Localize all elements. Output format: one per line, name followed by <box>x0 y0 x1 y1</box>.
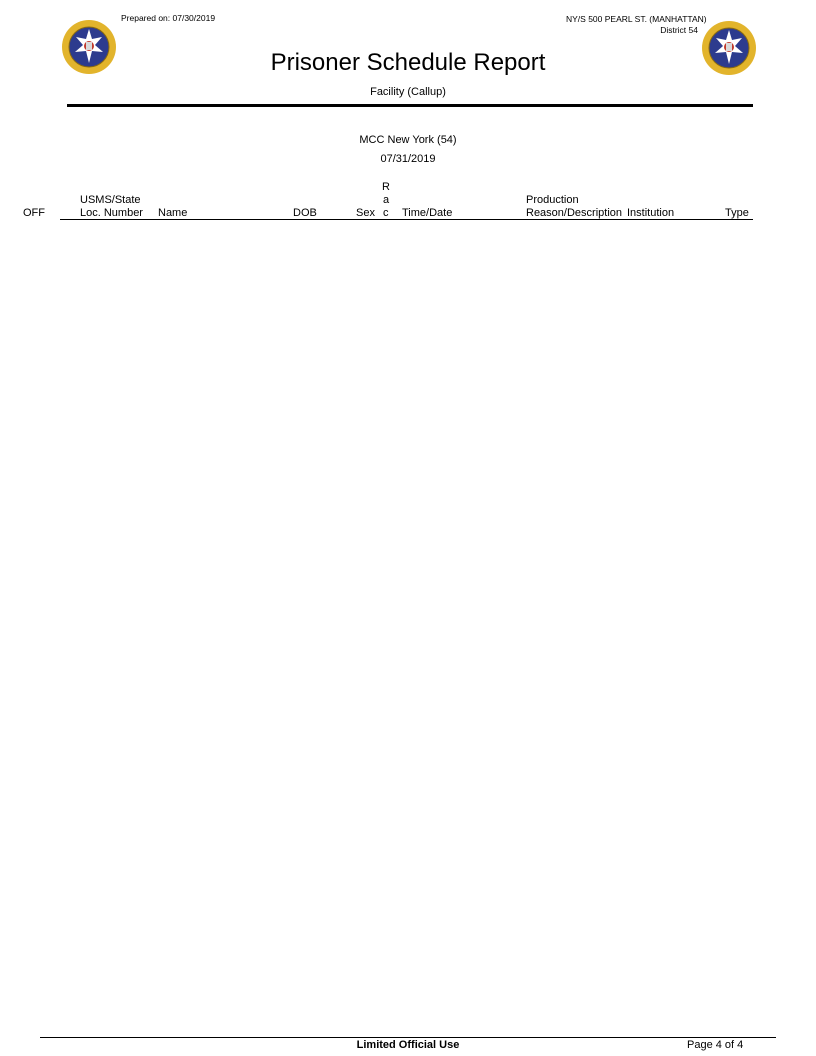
column-header-production-line1: Production <box>526 194 579 206</box>
column-header-time-date: Time/Date <box>402 207 453 219</box>
column-header-production-line2: Reason/Description <box>526 207 622 219</box>
district-label: District 54 <box>660 25 698 35</box>
prepared-on-text: Prepared on: 07/30/2019 <box>121 13 216 23</box>
column-header-name: Name <box>158 207 188 219</box>
column-header-type: Type <box>725 207 749 219</box>
page-number: Page 4 of 4 <box>687 1039 744 1051</box>
column-header-institution: Institution <box>627 207 675 219</box>
footer-divider <box>40 1037 776 1038</box>
column-header-sex: Sex <box>356 207 375 219</box>
column-header-race-r: R <box>382 181 390 193</box>
column-header-usms-line2: Loc. Number <box>80 207 143 219</box>
column-header-divider <box>60 219 753 220</box>
column-header-dob: DOB <box>293 207 317 219</box>
office-location: NY/S 500 PEARL ST. (MANHATTAN) <box>566 14 707 24</box>
footer-classification: Limited Official Use <box>356 1039 460 1051</box>
column-header-off: OFF <box>23 207 45 219</box>
facility-name: MCC New York (54) <box>359 134 457 146</box>
report-subtitle: Facility (Callup) <box>370 86 446 98</box>
column-header-race-a: a <box>383 194 390 206</box>
column-header-race-c: c <box>383 207 389 219</box>
column-header-usms-line1: USMS/State <box>80 194 141 206</box>
report-title: Prisoner Schedule Report <box>270 49 546 76</box>
report-date: 07/31/2019 <box>380 153 436 165</box>
header-divider <box>67 104 753 107</box>
